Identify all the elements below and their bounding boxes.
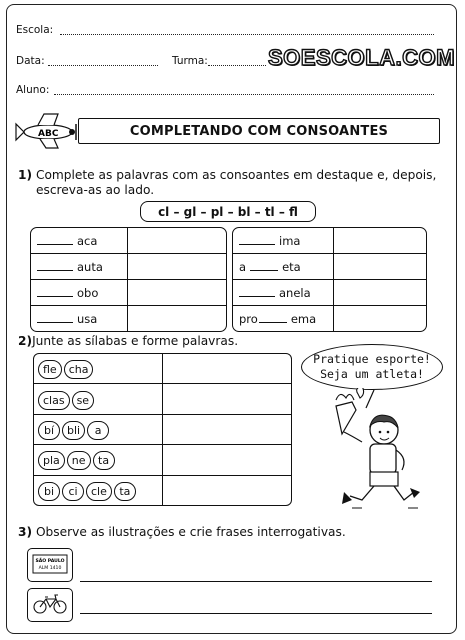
consonants-box: cl – gl – pl – bl – tl – fl	[140, 201, 316, 222]
syllable-chip: se	[72, 391, 95, 410]
student-label: Aluno:	[16, 84, 50, 96]
q1-instruction	[18, 167, 436, 183]
class-field[interactable]	[208, 65, 266, 66]
answer-cell[interactable]	[128, 228, 226, 254]
answer-cell[interactable]	[163, 354, 291, 384]
bicycle-icon	[28, 589, 72, 621]
date-field[interactable]	[48, 65, 158, 66]
table-row	[31, 306, 226, 331]
table-row	[31, 254, 226, 280]
word-ending: eta	[282, 259, 301, 274]
table-row	[233, 254, 426, 280]
q2-text: Junte as sílabas e forme palavras.	[32, 334, 239, 348]
blank-line	[250, 261, 278, 271]
table-row	[233, 228, 426, 254]
blank-line	[37, 261, 73, 271]
answer-cell[interactable]	[334, 280, 426, 306]
answer-cell[interactable]	[163, 445, 291, 475]
date-label: Data:	[16, 55, 45, 67]
syllable-table	[33, 353, 292, 506]
q3-text: Observe as ilustrações e crie frases interrogativas.	[35, 525, 346, 539]
table-row	[233, 280, 426, 306]
syllable-chip: clas	[38, 391, 70, 410]
word-ending: ima	[279, 233, 301, 248]
word-ending: usa	[77, 311, 98, 326]
answer-cell[interactable]	[334, 306, 426, 331]
q2-number: 2)	[18, 334, 33, 348]
answer-cell[interactable]	[163, 476, 291, 505]
airplane-icon	[14, 112, 82, 150]
word-cell[interactable]	[233, 306, 334, 331]
word-ending: auta	[77, 259, 103, 274]
syllable-cell	[34, 384, 163, 414]
answer-cell[interactable]	[334, 228, 426, 254]
q1-left-table	[30, 227, 227, 332]
table-row	[31, 228, 226, 254]
worksheet-title: COMPLETANDO COM CONSOANTES	[78, 118, 440, 144]
bubble-line1: Pratique esporte!	[313, 352, 431, 366]
word-cell[interactable]	[31, 254, 128, 280]
syllable-chip: ta	[114, 482, 136, 501]
word-ending: anela	[279, 285, 311, 300]
syllable-chip: a	[87, 421, 109, 440]
word-ending: ema	[290, 311, 317, 326]
q1-right-table	[232, 227, 427, 332]
answer-cell[interactable]	[128, 280, 226, 306]
q1-text-line2: escreva-as ao lado.	[36, 183, 155, 197]
syllable-chip: pla	[38, 451, 65, 470]
answer-cell[interactable]	[128, 254, 226, 280]
syllable-chip: ta	[93, 451, 115, 470]
syllable-chip: fle	[38, 360, 62, 379]
q1-number: 1)	[18, 168, 33, 182]
blank-line	[37, 235, 73, 245]
blank-line	[259, 313, 287, 323]
q2-instruction	[18, 333, 238, 349]
sign-text-line2: ALM 1410	[38, 566, 62, 571]
sign-text-line1: SÃO PAULO	[35, 559, 65, 564]
blank-line	[239, 287, 275, 297]
syllable-chip: cle	[86, 482, 112, 501]
school-field[interactable]	[60, 34, 434, 35]
word-ending: obo	[77, 285, 99, 300]
word-cell[interactable]	[31, 306, 128, 331]
table-row	[233, 306, 426, 331]
syllable-cell	[34, 445, 163, 475]
syllable-cell	[34, 415, 163, 445]
q3-instruction	[18, 524, 346, 540]
syllable-chip: bí	[38, 421, 60, 440]
word-prefix: pro	[239, 311, 258, 326]
word-cell[interactable]	[233, 228, 334, 254]
bubble-line2: Seja um atleta!	[320, 367, 424, 381]
word-cell[interactable]	[233, 280, 334, 306]
table-row	[34, 415, 291, 445]
bicycle-picture	[27, 588, 73, 622]
street-sign-icon	[28, 549, 72, 581]
street-sign-picture	[27, 548, 73, 582]
answer-cell[interactable]	[128, 306, 226, 331]
table-row	[34, 476, 291, 505]
table-row	[34, 384, 291, 414]
syllable-cell	[34, 476, 163, 505]
word-cell[interactable]	[31, 280, 128, 306]
syllable-cell	[34, 354, 163, 384]
answer-cell[interactable]	[163, 384, 291, 414]
q3-number: 3)	[18, 525, 33, 539]
class-label: Turma:	[172, 55, 208, 67]
word-cell[interactable]	[31, 228, 128, 254]
q1-text-line1: Complete as palavras com as consoantes em destaque e, depois,	[35, 168, 437, 182]
student-field[interactable]	[54, 94, 434, 95]
table-row	[34, 354, 291, 384]
blank-line	[239, 235, 275, 245]
school-label: Escola:	[16, 24, 54, 36]
syllable-chip: bli	[62, 421, 85, 440]
svg-text:ABC: ABC	[38, 129, 59, 139]
word-cell[interactable]	[233, 254, 334, 280]
athlete-boy-illustration	[322, 388, 432, 518]
answer-line-1[interactable]	[80, 581, 432, 582]
syllable-chip: ci	[62, 482, 84, 501]
syllable-chip: bi	[38, 482, 60, 501]
table-row	[31, 280, 226, 306]
blank-line	[37, 313, 73, 323]
answer-cell[interactable]	[163, 415, 291, 445]
answer-line-2[interactable]	[80, 613, 432, 614]
answer-cell[interactable]	[334, 254, 426, 280]
speech-bubble	[301, 344, 443, 390]
word-prefix: a	[239, 259, 247, 274]
site-logo: SOESCOLA.COM	[268, 45, 455, 70]
syllable-chip: ne	[67, 451, 91, 470]
blank-line	[37, 287, 73, 297]
table-row	[34, 445, 291, 475]
syllable-chip: cha	[64, 360, 94, 379]
word-ending: aca	[77, 233, 98, 248]
